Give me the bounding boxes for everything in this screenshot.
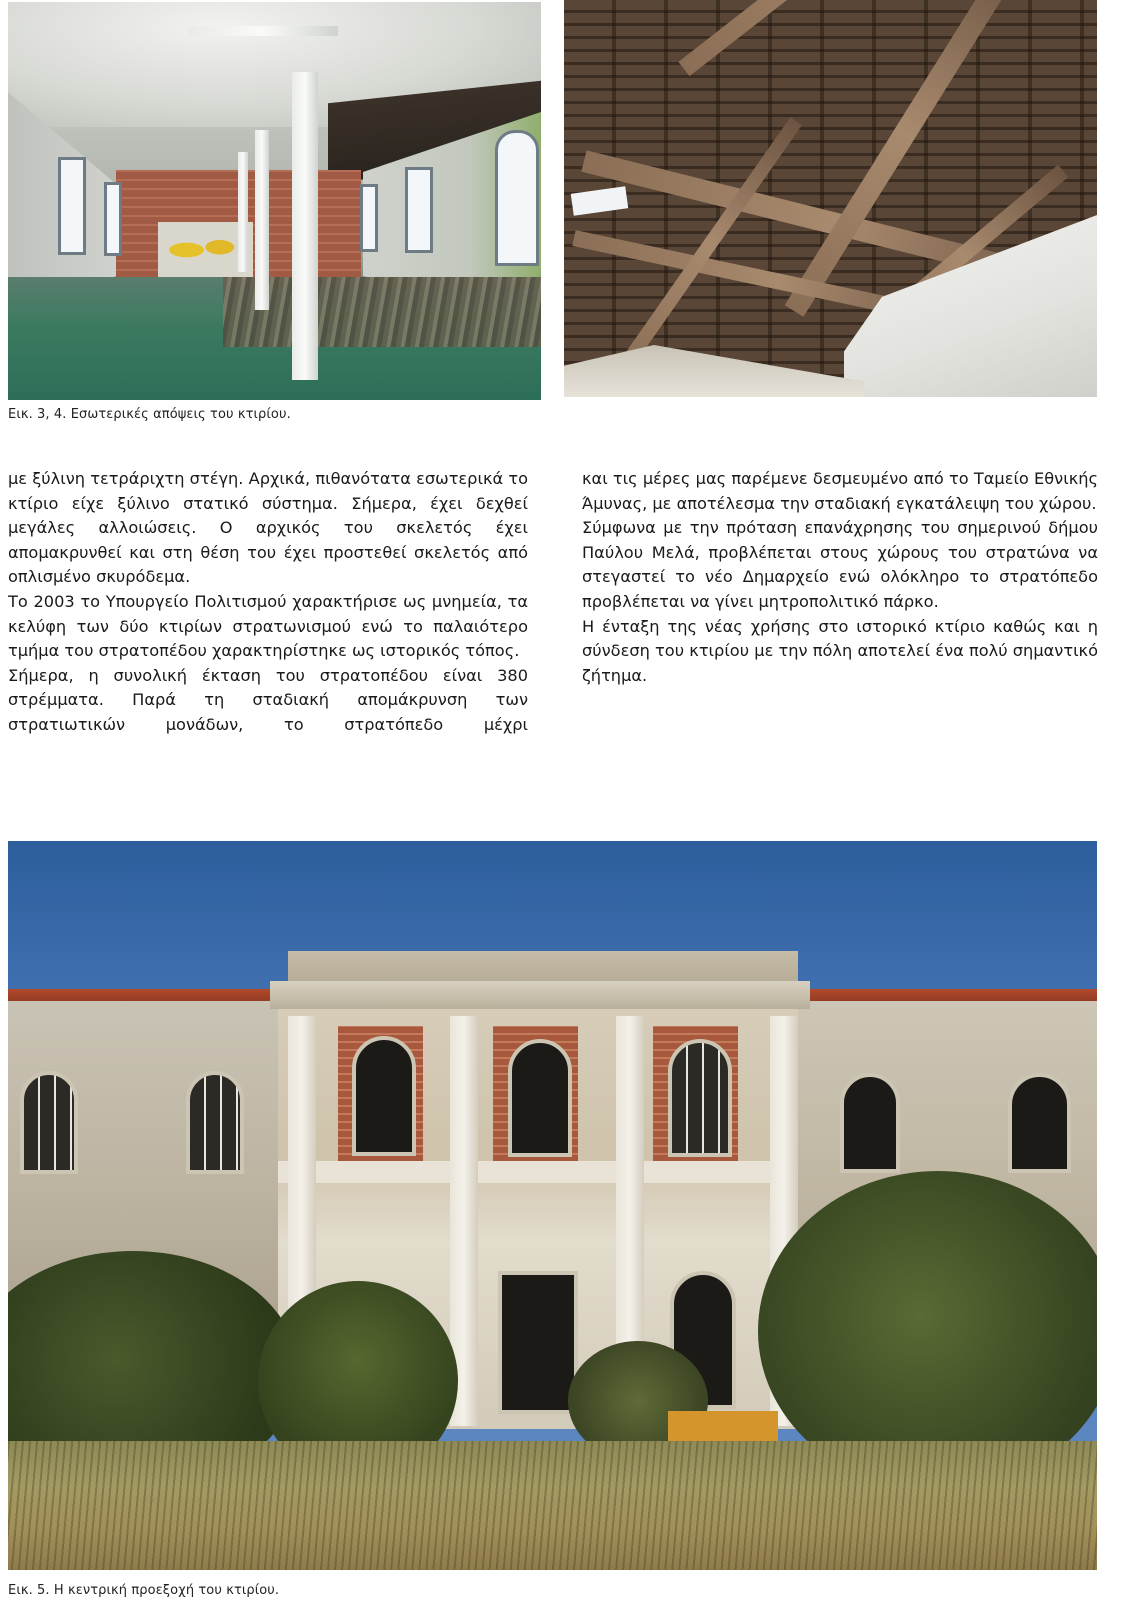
roof-structure-photo [564, 0, 1097, 397]
interior-window [58, 157, 86, 255]
interior-window [104, 182, 122, 256]
concrete-column [292, 72, 318, 380]
paragraph: με ξύλινη τετράριχτη στέγη. Αρχικά, πιθανότατα εσωτερικά το κτίριο είχε ξύλινο στατικό σύστημα. Σήμερα, έχει δεχθεί μεγάλες αλλοιώσεις. Ο αρχικός του σκελετός έχει απομακρυνθεί και στη θέση του έχει προστεθεί σκελετός από οπλισμένο σκυρόδεμα. [8, 469, 528, 587]
wing-window [1008, 1073, 1071, 1173]
upper-window [668, 1039, 732, 1157]
paragraph: και τις μέρες μας παρέμενε δεσμευμένο από το Ταμείο Εθνικής Άμυνας, με αποτέλεσμα την σταδιακή εγκατάλειψη του χώρου. [582, 469, 1098, 513]
wing-window [186, 1071, 244, 1174]
paragraph: Σύμφωνα με την πρόταση επανάχρησης του σημερινού δήμου Παύλου Μελά, προβλέπεται στους χώρους του στρατώνα να στεγαστεί το νέο Δημαρχείο ενώ ολόκληρο το στρατόπεδο προβλέπεται να γίνει μητροπολιτικό πάρκο. [582, 518, 1098, 611]
concrete-column [255, 130, 269, 310]
interior-window [495, 130, 539, 266]
ground-floor-opening [498, 1271, 578, 1414]
figure-caption-interior: Εικ. 3, 4. Εσωτερικές απόψεις του κτιρίου. [8, 407, 291, 422]
string-course [278, 1161, 798, 1183]
building-facade-photo [8, 841, 1097, 1570]
floor-debris [223, 277, 541, 347]
concrete-beam [188, 26, 338, 36]
text-column-right [582, 467, 1098, 688]
wing-window [20, 1071, 78, 1174]
interior-window [360, 184, 378, 252]
paragraph: Σήμερα, η συνολική έκταση του στρατοπέδου είναι 380 στρέμματα. Παρά τη σταδιακή απομάκρυνση των στρατιωτικών μονάδων, το στρατόπεδο μέχρι [8, 665, 528, 734]
wing-window [840, 1073, 900, 1173]
upper-window [508, 1039, 572, 1157]
upper-window [352, 1036, 416, 1156]
figure-caption-facade: Εικ. 5. Η κεντρική προεξοχή του κτιρίου. [8, 1583, 280, 1598]
paragraph: Η ένταξη της νέας χρήσης στο ιστορικό κτίριο καθώς και η σύνδεση του κτιρίου με την πόλη αποτελεί ένα πολύ σημαντικό ζήτημα. [582, 616, 1098, 685]
cornice [270, 981, 810, 1009]
wooden-board [668, 1411, 778, 1441]
interior-window [405, 167, 433, 253]
interior-hall-photo [8, 2, 541, 400]
grass-texture [8, 1441, 1097, 1570]
concrete-column [238, 152, 248, 272]
paragraph: Το 2003 το Υπουργείο Πολιτισμού χαρακτήρισε ως μνημεία, τα κελύφη των δύο κτιρίων στρατωνισμού ενώ το παλαιότερο τμήμα του στρατοπέδου χαρακτηρίστηκε ως ιστορικός τόπος. [8, 591, 528, 661]
text-column-left [8, 467, 528, 738]
